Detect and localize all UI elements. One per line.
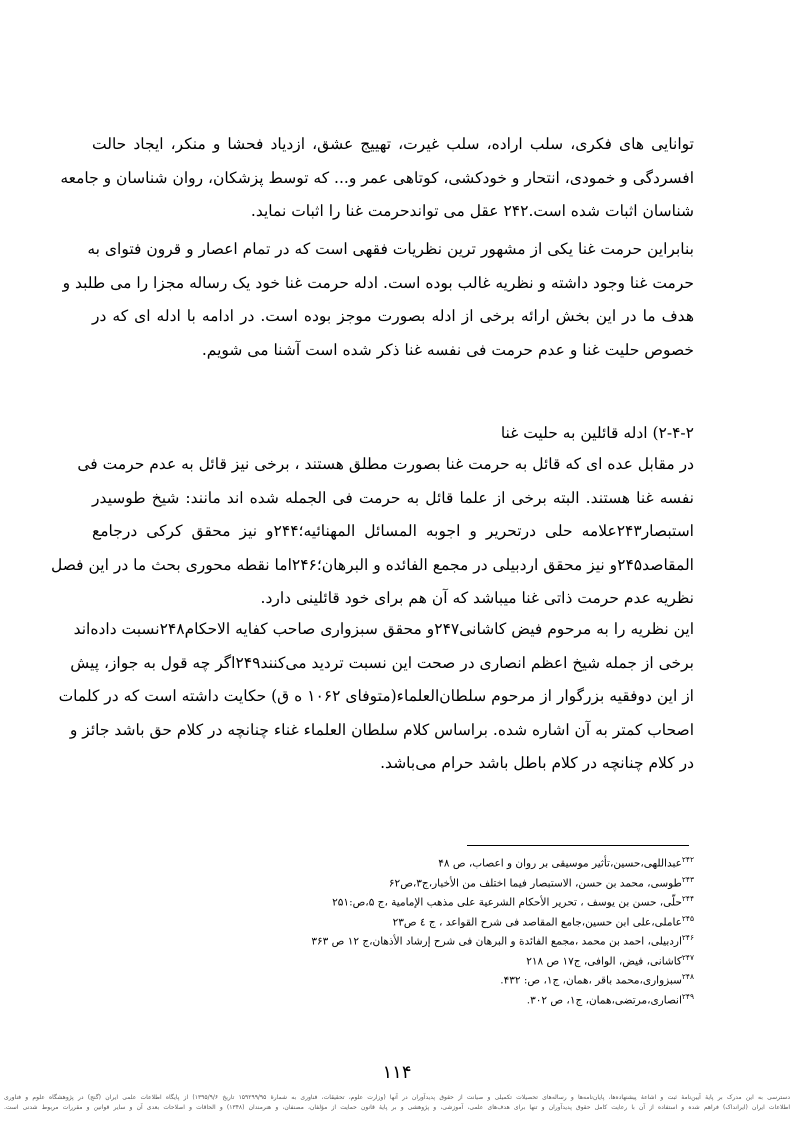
text-line: اصحاب کمتر به آن اشاره شده. براساس کلام سلطان العلماء غناء چنانچه در کلام حق باشد جائز و — [69, 720, 694, 739]
text-line: در کلام چنانچه در کلام باطل باشد حرام می‌باشد. — [380, 754, 694, 773]
text-line: بنابراین حرمت غنا یکی از مشهور ترین نظریات فقهی است که در تمام اعصار و قرون فتوای به — [87, 240, 694, 258]
footnote-text: سبزواری،محمد باقر ،همان، ج۱، ص: ۴۳۲. — [500, 974, 682, 987]
footnote-text: عبداللهی،حسین،تأثیر موسیقی بر روان و اعصاب، ص ۴۸ — [438, 857, 682, 870]
paragraph-intro-effects — [60, 128, 694, 229]
footnote-text: اردبیلی، احمد بن محمد ،مجمع الفائدة و البرهان فی شرح إرشاد الأذهان،ج ۱۲ ص ۳۶۳ — [311, 935, 682, 948]
footnote-text: انصاری،مرتضی،همان، ج۱، ص ۳۰۲. — [526, 994, 682, 1006]
text-line: شناسان اثبات شده است.۲۴۲ عقل می تواندحرمت غنا را اثبات نماید. — [250, 202, 694, 221]
text-line: توانایی های فکری، سلب اراده، سلب غیرت، تهییج عشق، ازدیاد فحشا و منکر، ایجاد حالت — [92, 135, 694, 153]
text-line: این نظریه را به مرحوم فیض کاشانی۲۴۷و محقق سبزواری صاحب کفایه الاحکام۲۴۸نسبت داده‌اند — [73, 620, 694, 638]
text-line: المقاصد۲۴۵و نیز محقق اردبیلی در مجمع الفائده و البرهان؛۲۴۶اما نقطه محوری بحث ما در این فصل — [50, 555, 694, 574]
section-heading: ۲-۴-۲) ادله قائلین به حلیت غنا — [500, 424, 694, 442]
footnotes-list — [92, 850, 694, 1006]
text-line: استبصار۲۴۳علامه حلی درتحریر و اجوبه المسائل المهنائیه؛۲۴۴و نیز محقق کرکی درجامع — [92, 522, 694, 541]
footnote-number: ۲۴۷ — [681, 952, 694, 962]
text-line: از این دوفقیه بزرگوار از مرحوم سلطان‌العلماء(متوفای ۱۰۶۲ ه ق) حکایت داشته است که در کلمات — [58, 687, 694, 706]
disclaimer-line: اطلاعات ایران (ایرانداک) فراهم شده و استفاده از آن با رعایت کامل حقوق پدیدآوران و تنها برای هدف‌های علمی، آموزشی، و پژوهشی و بر پایهٔ قانون حمایت از مؤلفان، مصنفان، و هنرمندان (۱۳۴۸) و الحاقات و اصلاحات بعدی آن و سایر قوانین و مقررات مربوط شدنی است. — [4, 1103, 790, 1111]
text-line: در مقابل عده ای که قائل به حرمت غنا بصورت مطلق هستند ، برخی نیز قائل به عدم حرمت فی — [77, 455, 694, 473]
footnote-number: ۲۴۵ — [681, 913, 694, 923]
footnote-number: ۲۴۶ — [681, 933, 694, 942]
footnote — [92, 850, 694, 870]
paragraph-permissibility-views — [50, 448, 694, 616]
paragraph-attribution — [58, 613, 694, 781]
copyright-disclaimer — [4, 1093, 790, 1112]
footnote — [92, 928, 694, 948]
footnote-separator — [467, 845, 689, 846]
footnote-number: ۲۴۸ — [681, 972, 694, 981]
paragraph-prohibition-summary — [62, 233, 694, 367]
footnote-number: ۲۴۹ — [681, 991, 694, 1001]
footnote — [92, 987, 694, 1007]
footnote-text: کاشانی، فیض، الوافی، ج۱۷ ص ۲۱۸ — [526, 955, 682, 967]
text-line: برخی از جمله شیخ اعظم انصاری در صحت این نسبت تردید می‌کنند۲۴۹اگر چه قول به جواز، پیش — [70, 653, 694, 672]
text-line: حرمت غنا وجود داشته و نظریه غالب بوده است. ادله حرمت غنا خود یک رساله مجزا را می طلبد و — [62, 273, 694, 292]
text-line: خصوص حلیت غنا و عدم حرمت فی نفسه غنا ذکر شده است آشنا می شویم. — [201, 340, 694, 359]
disclaimer-line: دسترسی به این مدرک بر پایهٔ آیین‌نامهٔ ثبت و اشاعهٔ پیشنهاده‌ها، پایان‌نامه‌ها و رساله‌های تحصیلات تکمیلی و صیانت از حقوق پدیدآوران در آنها (وزارت علوم، تحقیقات، فناوری به شمارهٔ ۱۵۹۲۹۹/۹۵ تاریخ ۱۳۹۵/۹/۶) از پایگاه اطلاعات علمی ایران (گنج) در پژوهشگاه علوم و فناوری — [4, 1094, 790, 1101]
text-line: نفسه غنا هستند. البته برخی از علما قائل به حرمت فی الجمله شده اند مانند: شیخ طوسیدر — [92, 488, 694, 507]
footnote-text: طوسی، محمد بن حسن، الاستبصار فیما اختلف من الأخبار،ج۳،ص۶۲ — [388, 877, 682, 889]
footnote-text: حلّی، حسن بن یوسف ، تحریر الأحکام الشرعیة علی مذهب الإمامیة ،ج ۵،ص:۲۵۱ — [332, 896, 682, 909]
text-line: نظریه عدم حرمت ذاتی غنا میباشد که آن هم برای خود قائلینی دارد. — [260, 589, 694, 608]
page-number: ۱۱۴ — [382, 1062, 412, 1083]
text-line: افسردگی و خمودی، انتحار و خودکشی، کوتاهی عمر و... که توسط پزشکان، روان شناسان و جامعه — [60, 168, 694, 187]
text-line: هدف ما در این بخش ارائه برخی از ادله بصورت موجز بوده است. در ادامه با ادله ای که در — [92, 307, 694, 326]
footnote-number: ۲۴۳ — [681, 874, 694, 884]
footnote — [92, 870, 694, 890]
footnote-number: ۲۴۴ — [681, 894, 694, 903]
footnote — [92, 967, 694, 987]
footnote — [92, 889, 694, 909]
footnote — [92, 909, 694, 929]
footnote — [92, 948, 694, 968]
footnote-number: ۲۴۲ — [681, 855, 694, 864]
footnote-text: عاملی،علی ابن حسین،جامع المقاصد فی شرح القواعد ، ج ٤ ص۲۳ — [392, 916, 682, 928]
